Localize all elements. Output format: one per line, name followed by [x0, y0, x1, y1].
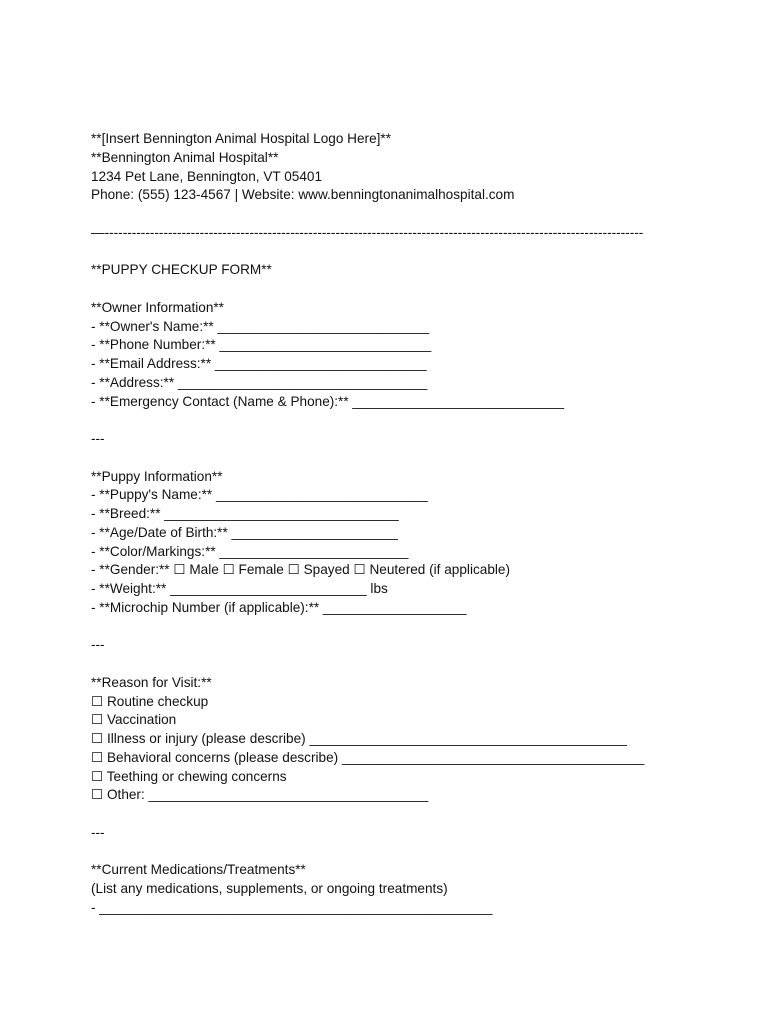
weight-field[interactable]: - **Weight:** __________________________ lbs — [91, 581, 388, 596]
medications-instructions: (List any medications, supplements, or ongoing treatments) — [91, 881, 448, 896]
medications-heading: **Current Medications/Treatments** — [91, 862, 306, 878]
owner-address-field[interactable]: - **Address:** _________________________________ — [91, 374, 428, 390]
color-markings-field[interactable]: - **Color/Markings:** _________________________ — [91, 543, 409, 559]
reason-other-checkbox[interactable]: ☐ Other: _____________________________________ — [91, 787, 429, 803]
owner-email-field[interactable]: - **Email Address:** ____________________________ — [91, 356, 427, 371]
owner-heading: **Owner Information** — [91, 299, 224, 315]
clinic-contact: Phone: (555) 123-4567 | Website: www.benningtonanimalhospital.com — [91, 187, 515, 203]
logo-placeholder: **[Insert Bennington Animal Hospital Logo Here]** — [91, 131, 391, 146]
reason-vaccination-checkbox[interactable]: ☐ Vaccination — [91, 712, 177, 728]
reason-illness-checkbox[interactable]: ☐ Illness or injury (please describe) __________________________________________ — [91, 731, 627, 746]
age-dob-field[interactable]: - **Age/Date of Birth:** ______________________ — [91, 524, 398, 540]
reason-behavioral-checkbox[interactable]: ☐ Behavioral concerns (please describe) ________________________________________ — [91, 749, 645, 765]
form-content — [91, 130, 751, 918]
puppy-heading: **Puppy Information** — [91, 468, 223, 484]
microchip-field[interactable]: - **Microchip Number (if applicable):** ___________________ — [91, 599, 467, 615]
owner-name-field[interactable]: - **Owner's Name:** ____________________________ — [91, 318, 430, 334]
reason-heading: **Reason for Visit:** — [91, 674, 212, 690]
section-separator: --- — [91, 431, 105, 446]
clinic-name: **Bennington Animal Hospital** — [91, 149, 279, 165]
breed-field[interactable]: - **Breed:** _______________________________ — [91, 506, 399, 521]
header-divider: —----------------------------------------------------------------------------------------------------------------------- — [91, 224, 644, 240]
clinic-address: 1234 Pet Lane, Bennington, VT 05401 — [91, 168, 323, 184]
reason-routine-checkbox[interactable]: ☐ Routine checkup — [91, 693, 209, 709]
section-separator: --- — [91, 824, 105, 840]
section-separator: --- — [91, 637, 105, 653]
owner-phone-field[interactable]: - **Phone Number:** ____________________________ — [91, 337, 432, 353]
medications-entry-field[interactable]: - ____________________________________________________ — [91, 899, 493, 915]
reason-teething-checkbox[interactable]: ☐ Teething or chewing concerns — [91, 768, 287, 784]
gender-checkboxes[interactable]: - **Gender:** ☐ Male ☐ Female ☐ Spayed ☐ Neutered (if applicable) — [91, 562, 510, 578]
emergency-contact-field[interactable]: - **Emergency Contact (Name & Phone):** ____________________________ — [91, 393, 565, 409]
puppy-name-field[interactable]: - **Puppy's Name:** ____________________________ — [91, 487, 428, 503]
form-title: **PUPPY CHECKUP FORM** — [91, 262, 272, 278]
